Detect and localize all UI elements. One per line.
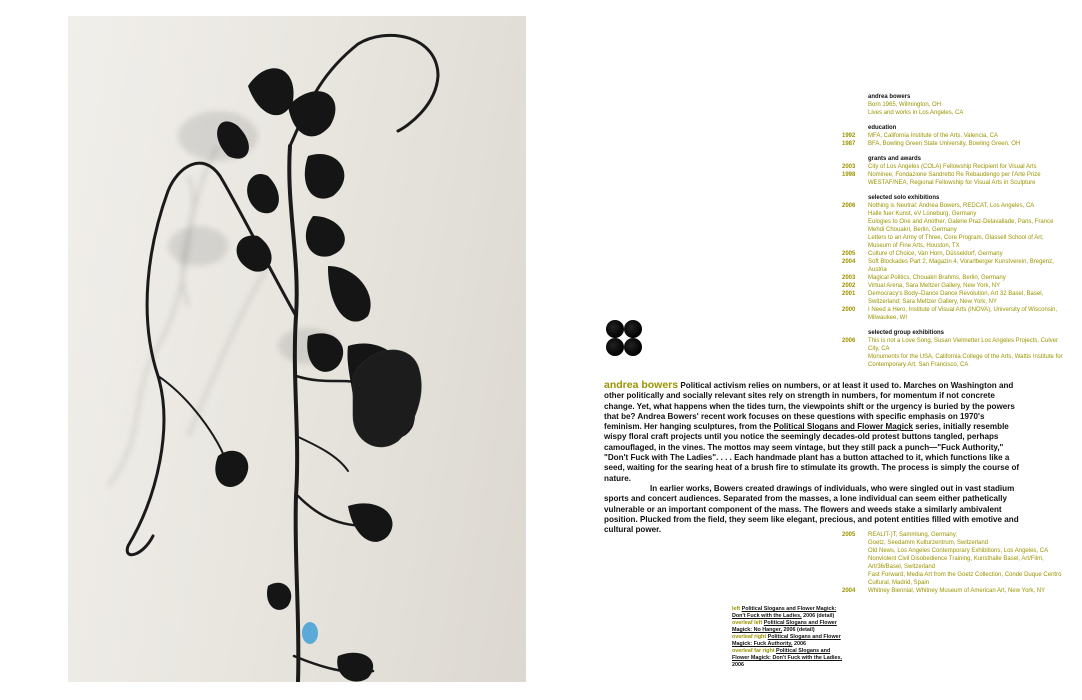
caption-title: Political Slogans and Flower Magick: Don't Fuck with the Ladies,: [732, 606, 837, 619]
caption-key: left: [732, 606, 741, 612]
group-exhibitions-section: [842, 329, 1068, 369]
education-section: [842, 124, 1068, 148]
list-item: 2001 Democracy's Body–Dance Dance Revolution, Art 32 Basel, Basel, Switzerland; Sara Meltzer Gallery, New York, NY: [842, 291, 1044, 305]
essay-artist-name: andrea bowers: [604, 379, 679, 391]
residence-info: Lives and works in Los Angeles, CA: [868, 110, 964, 116]
protest-button-icon: [302, 622, 318, 644]
cv-column: [842, 93, 1068, 376]
solo-exhibitions-section: [842, 194, 1068, 322]
caption-detail: 2006 (detail): [782, 627, 815, 633]
list-item: 2004 Soft Blockades Part 2, Magazin 4, Vorarlberger Kunstverein, Bregenz, Austria: [842, 259, 1054, 273]
list-item: 1998 Nominee, Fondazione Sandretto Re Rebaudengo per l'Arte Prize: [842, 172, 1041, 178]
section-title: selected group exhibitions: [868, 330, 945, 336]
artwork-photo: [68, 16, 526, 682]
section-title: selected solo exhibitions: [868, 195, 940, 201]
list-item: 1987 BFA, Bowling Green State University, Bowling Green, OH: [842, 141, 1021, 147]
four-dots-logo-icon: [606, 320, 642, 356]
list-item: 2003 Magical Politics, Chouakri Brahms, Berlin, Germany: [842, 275, 1006, 281]
list-item: 2006 Nothing is Neutral: Andrea Bowers, REDCAT, Los Angeles, CA: [842, 203, 1035, 209]
list-item: 2006 This is not a Love Song, Susan Vielmetter Los Angeles Projects, Culver City, CA: [842, 338, 1058, 352]
list-item: Mehdi Chouakri, Berlin, Germany: [868, 227, 957, 233]
list-item: Nonviolent Civil Disobedience Training, Kunsthalle Basel, Art/Film, Art/36/Basel, Switzerland: [868, 556, 1044, 570]
section-title: grants and awards: [868, 156, 922, 162]
list-item: Monuments for the USA, California College of the Arts, Wattis Institute for Contemporary Art, San Francisco, CA: [868, 354, 1063, 368]
caption-title: Political Slogans and Flower Magick: Don't Fuck with the Ladies,: [732, 648, 843, 661]
list-item: Eulogies to One and Another, Galerie Praz-Delavallade, Paris, France: [868, 219, 1054, 225]
list-item: 2005 REALIT-)T, Sammlung, Germany;: [842, 532, 958, 538]
caption-key: overleaf right: [732, 634, 767, 640]
bio-section: [842, 93, 1068, 117]
essay-paragraph-2: In earlier works, Bowers created drawings of individuals, who were singled out in vast stadium sports and concert audiences. Separated from the masses, a lone individual can seem either pathetically vulnerable or an important component of the mass. The flowers and weeds stake a similarly ambivalent position. Plucked from the field, they seem like elegant, precious, and potent entities filled with emotive and cultural power.: [604, 483, 1019, 535]
list-item: 2003 City of Los Angeles (COLA) Fellowship Recipient for Visual Arts: [842, 164, 1037, 170]
list-item: 2000 I Need a Hero, Institute of Visual Arts (INOVA), University of Wisconsin, Milwaukee, WI: [842, 307, 1058, 321]
list-item: Halle fuer Kunst, eV Lüneburg, Germany: [868, 211, 977, 217]
list-item: Fast Forward, Media Art from the Goetz Collection, Conde Duque Centro Cultural, Madrid, Spain: [868, 572, 1062, 586]
list-item: 2004 Whitney Biennial, Whitney Museum of American Art, New York, NY: [842, 588, 1046, 594]
caption-detail: 2006: [732, 662, 744, 668]
essay: [604, 380, 1022, 535]
list-item: Goetz, Seedamm Kulturzentrum, Switzerland: [868, 540, 989, 546]
group-exhibitions-continued: [842, 531, 1068, 595]
grants-section: [842, 155, 1068, 187]
caption-detail: 2006: [792, 641, 806, 647]
list-item: Letters to an Army of Three, Core Program, Glassell School of Art, Museum of Fine Arts, Houston, TX: [868, 235, 1044, 249]
photo-caption: [732, 606, 848, 669]
list-item: WESTAF/NEA, Regional Fellowship for Visual Arts in Sculpture: [868, 180, 1036, 186]
essay-paragraph-1: andrea bowers Political activism relies on numbers, or at least it used to. Marches on Washington and other politically and socially relevant sites rely on strength in numbers, for momentum if not concrete change. Yet, what happens when the tides turn, the viewpoints shift or the urgency is buried by the powers that be? Andrea Bowers' recent work focuses on these questions with specific emphasis on 1970's feminism. Her hanging sculptures, from the Political Slogans and Flower Magick series, initially resemble wispy floral craft projects until you notice the seemingly decades-old protest buttons tangled, perhaps camouflaged, in the vines. The mottos may seem vintage, but they still pack a punch—"Fuck Authority," "Don't Fuck with The Ladies". . . . Each handmade plant has a button attached to it, which functions like a seed, waiting for the searing heat of a brush fire to stimulate its growth. The process is simply the course of nature.: [604, 379, 1020, 483]
list-item: Old News, Los Angeles Contemporary Exhibitions, Los Angeles, CA: [868, 548, 1049, 554]
series-title: Political Slogans and Flower Magick: [773, 422, 913, 432]
artist-name: andrea bowers: [868, 94, 911, 100]
section-title: education: [868, 125, 897, 131]
list-item: 2005 Culture of Choice, Van Horn, Düsseldorf, Germany: [842, 251, 1003, 257]
list-item: 2002 Virtual Arena, Sara Meltzer Gallery, New York, NY: [842, 283, 1001, 289]
birth-info: Born 1965, Wilmington, OH: [868, 102, 942, 108]
list-item: 1992 MFA, California Institute of the Arts, Valencia, CA: [842, 133, 998, 139]
caption-key: overleaf left: [732, 620, 763, 626]
caption-title: Political Slogans and Flower Magick: Fuck Authority,: [732, 634, 841, 647]
caption-title: Political Slogans and Flower Magick: No Hanger,: [732, 620, 837, 633]
caption-key: overleaf far right: [732, 648, 775, 654]
caption-detail: 2006 (detail): [801, 613, 835, 619]
flower-sculpture-illustration: [68, 16, 526, 682]
